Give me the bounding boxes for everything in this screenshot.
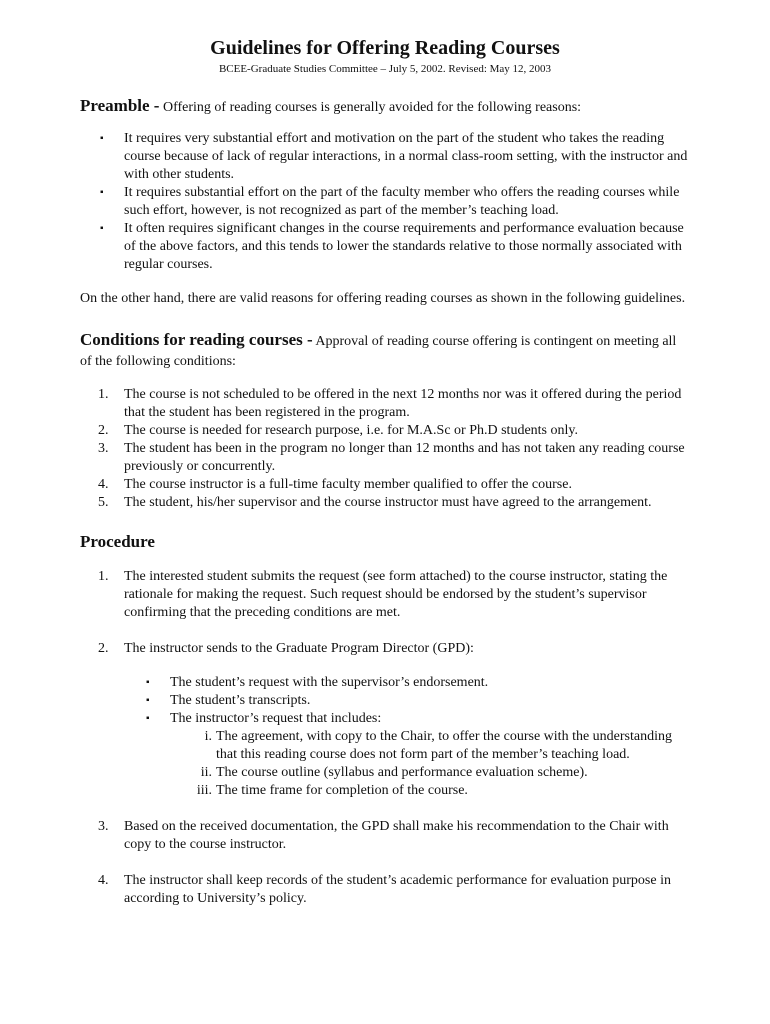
conditions-list <box>80 386 690 512</box>
bullet-marker: ▪ <box>146 713 150 724</box>
conditions-heading: Conditions for reading courses - <box>80 330 313 349</box>
list-item: 4. The course instructor is a full-time faculty member qualified to offer the course. <box>98 477 572 492</box>
preamble-paragraph <box>80 96 690 118</box>
procedure-step2-bullets <box>80 674 690 728</box>
bullet-marker: ▪ <box>100 133 104 144</box>
list-item: iii. The time frame for completion of the course. <box>196 783 468 798</box>
list-item: 3. Based on the received documentation, the GPD shall make his recommendation to the Chair with copy to the course instructor. <box>98 819 669 852</box>
procedure-paragraph <box>80 532 690 554</box>
list-item: 5. The student, his/her supervisor and the course instructor must have agreed to the arrangement. <box>98 495 652 510</box>
list-item: 2. The course is needed for research purpose, i.e. for M.A.Sc or Ph.D students only. <box>98 423 578 438</box>
document-title: Guidelines for Offering Reading Courses <box>210 37 560 59</box>
list-item: ii. The course outline (syllabus and performance evaluation scheme). <box>200 765 588 780</box>
procedure-list-continued <box>80 818 690 908</box>
list-item: ▪ The student’s request with the supervisor’s endorsement. <box>146 675 489 690</box>
list-item: 1. The course is not scheduled to be offered in the next 12 months nor was it offered during the period that the student has been registered in the program. <box>98 387 682 420</box>
conditions-intro: Approval of reading course offering is contingent on meeting all of the following conditions: <box>80 334 677 369</box>
list-item: ▪ It requires very substantial effort and motivation on the part of the student who takes the reading course because of lack of regular interactions, in a normal class-room setting, with the instructor and with other students. <box>100 131 688 182</box>
list-item: ▪ The instructor’s request that includes: <box>146 711 382 726</box>
preamble-heading: Preamble - <box>80 96 160 115</box>
bullet-marker: ▪ <box>146 677 150 688</box>
list-item: 2. The instructor sends to the Graduate Program Director (GPD): <box>98 641 474 656</box>
list-item: i. The agreement, with copy to the Chair, to offer the course with the understanding that this reading course does not form part of the member’s teaching load. <box>204 729 672 762</box>
bullet-marker: ▪ <box>100 223 104 234</box>
bullet-marker: ▪ <box>146 695 150 706</box>
preamble-closing: On the other hand, there are valid reasons for offering reading courses as shown in the following guidelines. <box>80 291 686 306</box>
preamble-intro: Offering of reading courses is generally avoided for the following reasons: <box>162 100 582 115</box>
procedure-list <box>80 568 690 658</box>
list-item: 3. The student has been in the program no longer than 12 months and has not taken any reading course previously or concurrently. <box>98 441 685 474</box>
list-item: 1. The interested student submits the request (see form attached) to the course instructor, stating the rationale for making the request. Such request should be endorsed by the student’s supervisor confirming that the preceding conditions are met. <box>98 569 668 620</box>
document-subtitle: BCEE-Graduate Studies Committee – July 5, 2002. Revised: May 12, 2003 <box>218 63 552 75</box>
procedure-roman-list <box>80 728 690 800</box>
procedure-heading: Procedure <box>80 532 155 551</box>
list-item: ▪ It often requires significant changes in the course requirements and performance evaluation because of the above factors, and this tends to lower the standards relative to those normally associated with regular courses. <box>100 221 684 272</box>
conditions-paragraph <box>80 330 690 372</box>
list-item: 4. The instructor shall keep records of the student’s academic performance for evaluation purpose in according to University’s policy. <box>98 873 671 906</box>
bullet-marker: ▪ <box>100 187 104 198</box>
list-item: ▪ It requires substantial effort on the part of the faculty member who offers the reading courses while such effort, however, is not recognized as part of the member’s teaching load. <box>100 185 680 218</box>
preamble-bullet-list <box>80 130 690 274</box>
list-item: ▪ The student’s transcripts. <box>146 693 311 708</box>
